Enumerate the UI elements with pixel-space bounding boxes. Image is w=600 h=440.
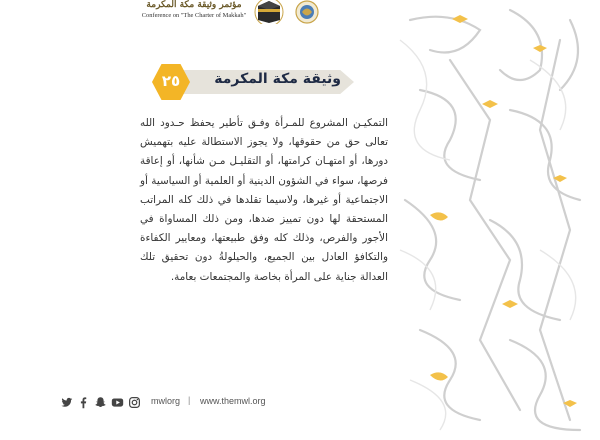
twitter-icon[interactable]: [60, 396, 73, 409]
youtube-icon[interactable]: [111, 396, 124, 409]
title-badge: [152, 64, 355, 100]
snapchat-icon[interactable]: [94, 396, 107, 409]
facebook-icon[interactable]: [77, 396, 90, 409]
social-handle: mwlorg: [151, 396, 181, 406]
footer-separator: |: [188, 395, 191, 405]
decorative-calligraphy: [390, 0, 600, 440]
footer: [60, 394, 280, 410]
conference-logo: [140, 0, 248, 28]
instagram-icon[interactable]: [128, 396, 141, 409]
header-logos: [140, 0, 350, 28]
social-icons: [60, 394, 141, 410]
mwl-logo-icon: [292, 0, 322, 24]
website-link[interactable]: www.themwl.org: [200, 396, 266, 406]
conference-title-ar: مؤتمر وثيقة مكة المكرمة: [146, 0, 242, 10]
kaaba-logo-icon: [254, 0, 284, 24]
page-title: وثيقة مكة المكرمة: [214, 71, 341, 87]
article-paragraph: التمكيـن المشروع للمـرأة وفـق تأطير يحفظ حـدود الله تعالى حق من حقوقها، ولا يجوز الاستطالة عليه بتهميش دورها، أو امتهـان كرامتها، أو التقليـل مـن شأنها، أو إعاقة فرصها، سواء في الشؤون الدينية أو العلمية أو السياسية أو الاجتماعية أو غيرها، ولاسيما تقلدها في ذلك كله المراتب المستحقة لها دون تمييز ضدها، ومن ذلك المساواة في الأجور والفرص، وذلك كله وفق طبيعتها، ومعايير الكفاءة والتكافؤ العادل بين الجميع، والحيلولةُ دون تحقيق تلك العدالة جناية على المرأة بخاصة والمجتمعات بعامة.: [140, 117, 388, 283]
conference-title-en: Conference on "The Charter of Makkah": [141, 12, 247, 19]
article-number: ٢٥: [161, 72, 181, 90]
